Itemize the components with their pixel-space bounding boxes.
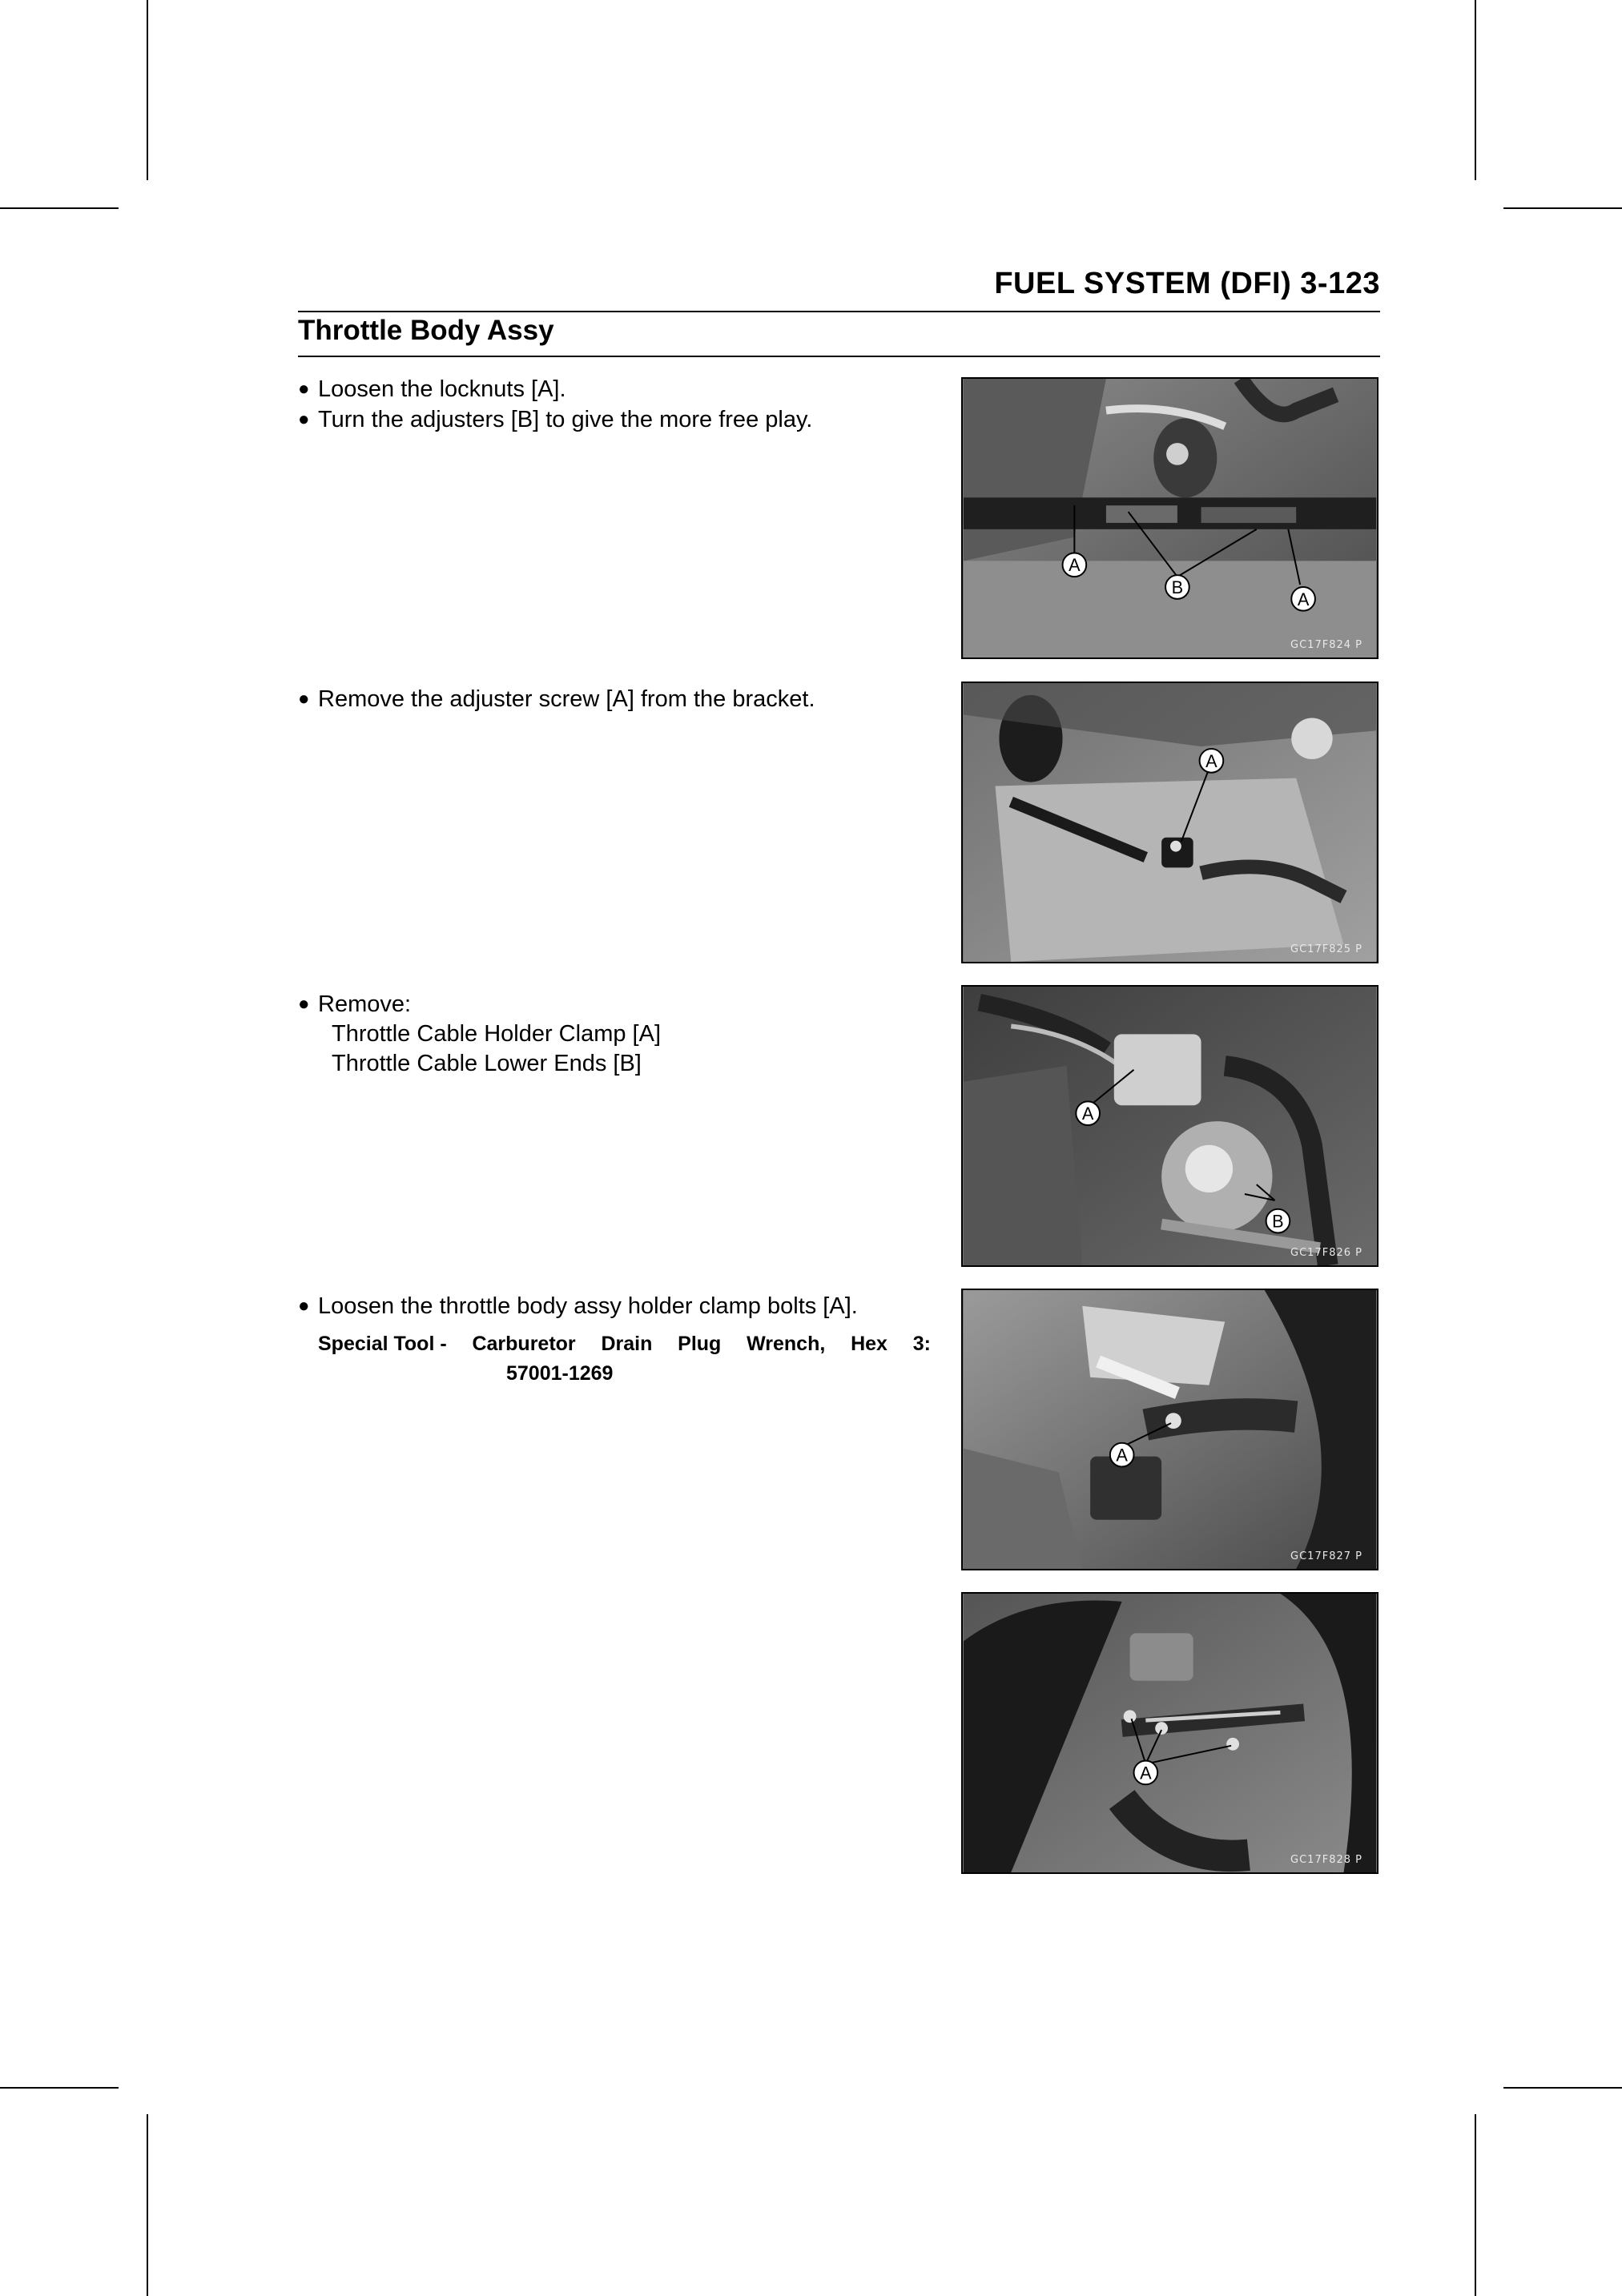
crop-mark bbox=[0, 207, 119, 209]
header-rule bbox=[298, 311, 1380, 312]
callout-b: B bbox=[1171, 577, 1184, 597]
bullet-icon: ● bbox=[298, 378, 310, 400]
step-3 bbox=[298, 989, 661, 1079]
crop-mark bbox=[147, 0, 148, 180]
special-tool-line: Special Tool - Carburetor Drain Plug Wrench, Hex 3: bbox=[318, 1333, 931, 1355]
section-rule bbox=[298, 356, 1380, 357]
bullet-icon: ● bbox=[298, 688, 310, 710]
crop-mark bbox=[147, 2114, 148, 2296]
bullet-icon: ● bbox=[298, 1295, 310, 1317]
step-4 bbox=[298, 1291, 858, 1321]
callout-a: A bbox=[1205, 750, 1218, 771]
step-subitem: Throttle Cable Lower Ends [B] bbox=[332, 1051, 642, 1076]
bullet-icon: ● bbox=[298, 993, 310, 1015]
figure-code: GC17F828 P bbox=[1290, 1854, 1362, 1866]
section-title: Throttle Body Assy bbox=[298, 315, 554, 346]
special-tool-number: 57001-1269 bbox=[506, 1362, 614, 1385]
photo-image bbox=[963, 1290, 1377, 1569]
figure-code: GC17F824 P bbox=[1290, 639, 1362, 651]
step-2 bbox=[298, 684, 815, 714]
bullet-icon: ● bbox=[298, 408, 310, 430]
callout-a: A bbox=[1140, 1763, 1152, 1783]
photo-throttle-cable-adjusters bbox=[961, 377, 1378, 659]
step-line: ● Turn the adjusters [B] to give the more free play. bbox=[298, 404, 812, 435]
special-tool bbox=[318, 1329, 931, 1389]
photo-image bbox=[963, 683, 1377, 962]
photo-image bbox=[963, 987, 1377, 1265]
photo-clamp-bolts-closeup bbox=[961, 1592, 1378, 1874]
callout-a: A bbox=[1081, 1104, 1094, 1124]
crop-mark bbox=[1503, 207, 1622, 209]
figure-code: GC17F827 P bbox=[1290, 1550, 1362, 1562]
photo-image bbox=[963, 379, 1377, 657]
photo-cable-holder-clamp bbox=[961, 985, 1378, 1267]
photo-image bbox=[963, 1594, 1377, 1872]
figure-code: GC17F826 P bbox=[1290, 1247, 1362, 1259]
step-line: ● Loosen the throttle body assy holder clamp bolts [A]. bbox=[298, 1291, 858, 1321]
callout-a: A bbox=[1297, 589, 1310, 609]
callout-b: B bbox=[1272, 1211, 1284, 1232]
crop-mark bbox=[1475, 0, 1476, 180]
figure-code: GC17F825 P bbox=[1290, 943, 1362, 955]
crop-mark bbox=[1503, 2087, 1622, 2089]
step-line: ● Remove the adjuster screw [A] from the bracket. bbox=[298, 684, 815, 714]
callout-a: A bbox=[1069, 555, 1081, 576]
step-line: ● Remove: bbox=[298, 989, 661, 1019]
callout-a: A bbox=[1116, 1445, 1128, 1466]
photo-adjuster-screw bbox=[961, 682, 1378, 963]
step-subitem: Throttle Cable Holder Clamp [A] bbox=[332, 1021, 661, 1047]
photo-holder-clamp-bolts bbox=[961, 1289, 1378, 1570]
step-1 bbox=[298, 374, 812, 435]
page-header-title: FUEL SYSTEM (DFI) 3-123 bbox=[994, 267, 1380, 300]
crop-mark bbox=[0, 2087, 119, 2089]
crop-mark bbox=[1475, 2114, 1476, 2296]
step-line: ● Loosen the locknuts [A]. bbox=[298, 374, 812, 404]
